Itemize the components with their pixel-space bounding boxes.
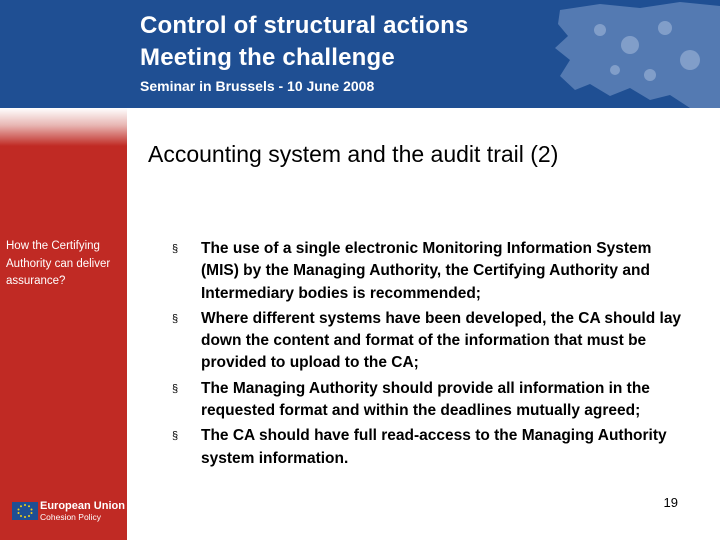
eu-logo [10, 498, 125, 522]
slide-title: Accounting system and the audit trail (2) [148, 141, 559, 167]
sidebar-gradient [0, 108, 127, 146]
bullet-text: The CA should have full read-access to the Managing Authority system information. [201, 427, 667, 467]
banner-title-line1: Control of structural actions [140, 12, 469, 39]
bullet-item [170, 378, 690, 423]
eu-logo-sub: Cohesion Policy [40, 512, 101, 522]
eu-logo-name: European Union [40, 500, 125, 512]
sidebar-topic: How the Certifying Authority can deliver assurance? [6, 240, 111, 287]
banner-subtitle: Seminar in Brussels - 10 June 2008 [140, 78, 375, 94]
bullet-list [170, 238, 690, 473]
sidebar [0, 108, 127, 540]
bullet-item [170, 308, 690, 375]
bullet-marker: § [172, 312, 179, 325]
bullet-item [170, 425, 690, 470]
bullet-marker: § [172, 430, 179, 443]
bullet-item [170, 238, 690, 305]
bullet-marker: § [172, 382, 179, 395]
banner-title-line2: Meeting the challenge [140, 44, 395, 71]
bullet-text: Where different systems have been developed, the CA should lay down the content and format of the information that must be provided to upload to the CA; [201, 309, 682, 372]
page-number: 19 [663, 495, 678, 510]
bullet-marker: § [172, 243, 179, 255]
header-banner [0, 0, 720, 108]
bullet-text: The Managing Authority should provide all information in the requested format and within the deadlines mutually agreed; [201, 379, 650, 420]
bullet-text: The use of a single electronic Monitoring Information System (MIS) by the Managing Authority, the Certifying Authority and Intermediary bodies is recommended; [201, 240, 652, 302]
eu-flag-icon [12, 502, 38, 520]
